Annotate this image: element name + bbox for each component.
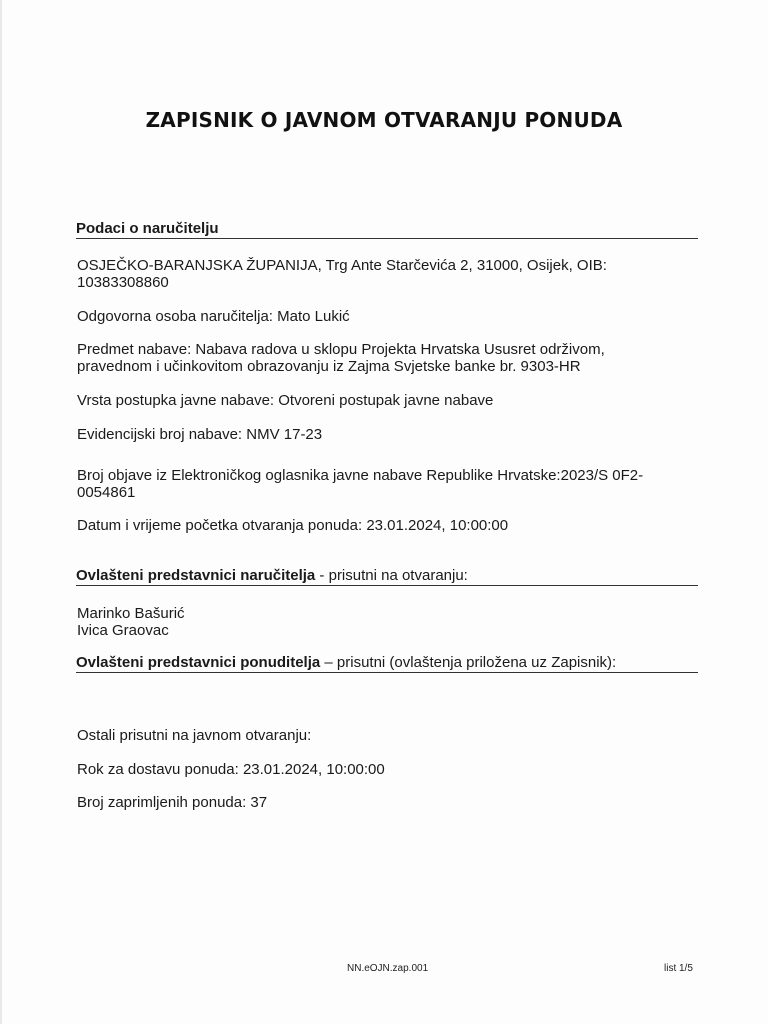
member-name: Marinko Bašurić <box>77 605 185 622</box>
publication-line-2: 0054861 <box>77 484 136 501</box>
record-number: Evidencijski broj nabave: NMV 17-23 <box>77 426 323 443</box>
publication-line-1: Broj objave iz Elektroničkog oglasnika javne nabave Republike Hrvatske:2023/S 0F2- <box>77 467 644 484</box>
subject-line-1: Predmet nabave: Nabava radova u sklopu Projekta Hrvatska Ususret održivom, <box>77 341 605 358</box>
address-line-2: 10383308860 <box>77 274 169 291</box>
form-code: NN.eOJN.zap.001 <box>347 963 429 974</box>
predstavnici-ponuditelja-bold: Ovlašteni predstavnici ponuditelja <box>76 654 321 671</box>
predstavnici-narucitelja-bold: Ovlašteni predstavnici naručitelja <box>76 567 316 584</box>
section-heading-predstavnici-ponuditelja <box>76 654 698 673</box>
section-heading-narucitelj-text: Podaci o naručitelju <box>76 220 219 237</box>
offers-received: Broj zaprimljenih ponuda: 37 <box>77 794 268 811</box>
subject-line-2: pravednom i učinkovitom obrazovanju iz Zajma Svjetske banke br. 9303-HR <box>77 358 581 375</box>
responsible-person: Odgovorna osoba naručitelja: Mato Lukić <box>77 308 350 325</box>
others-present: Ostali prisutni na javnom otvaranju: <box>77 727 312 744</box>
opening-datetime: Datum i vrijeme početka otvaranja ponuda: 23.01.2024, 10:00:00 <box>77 517 509 534</box>
procedure-type: Vrsta postupka javne nabave: Otvoreni postupak javne nabave <box>77 392 494 409</box>
predstavnici-ponuditelja-rest: – prisutni (ovlaštenja priložena uz Zapisnik): <box>320 654 617 671</box>
document-title: ZAPISNIK O JAVNOM OTVARANJU PONUDA <box>145 108 623 132</box>
predstavnici-narucitelja-rest: - prisutni na otvaranju: <box>315 567 468 584</box>
page-indicator: list 1/5 <box>664 963 693 974</box>
address-line-1: OSJEČKO-BARANJSKA ŽUPANIJA, Trg Ante Starčevića 2, 31000, Osijek, OIB: <box>77 257 607 274</box>
section-heading-predstavnici-narucitelja <box>76 567 698 586</box>
scan-edge <box>0 0 2 1024</box>
section-heading-narucitelj <box>76 220 698 239</box>
submission-deadline: Rok za dostavu ponuda: 23.01.2024, 10:00:00 <box>77 761 385 778</box>
member-name: Ivica Graovac <box>77 622 169 639</box>
